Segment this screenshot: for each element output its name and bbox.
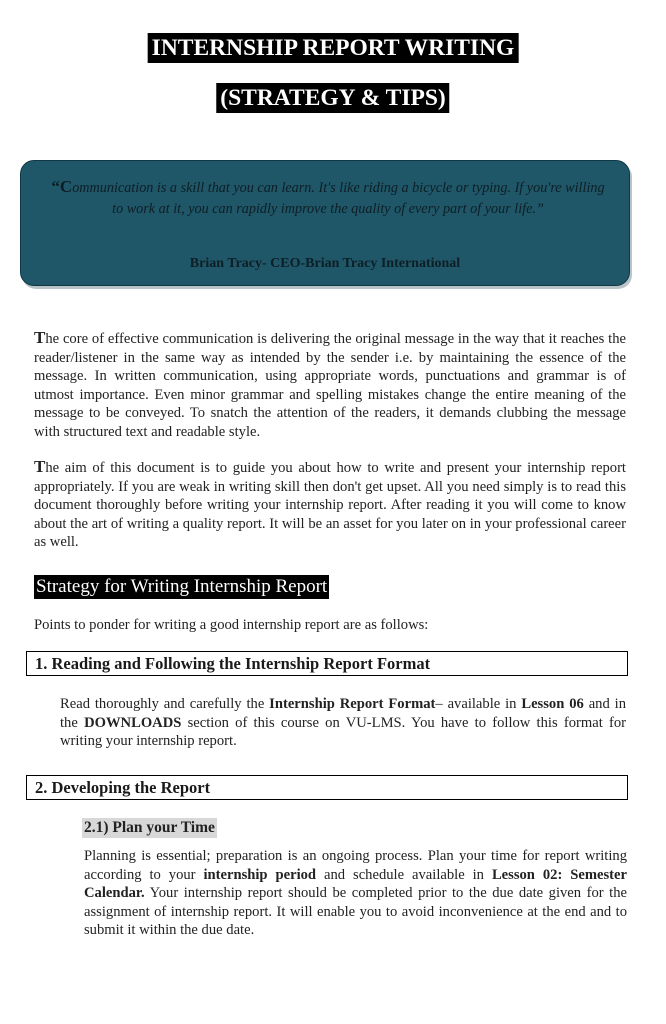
text-run: Planning is essential; preparation is an ongoing process. Plan your time for report writing according to your bbox=[84, 848, 627, 883]
paragraph-text: he aim of this document is to guide you about how to write and present your internship report appropriately. If you are weak in writing skill then don't get upset. All you need simply is to read this document thoroughly before writing your internship report. After reading it you will come to know about the art of writing a quality report. It will be an asset for you later on in your professional career as well. bbox=[34, 460, 626, 551]
quote-box bbox=[20, 160, 630, 286]
bold-run: Lesson 06 bbox=[521, 696, 584, 712]
text-run: Your internship report should be completed prior to the due date given for the assignment of internship report. It will enable you to avoid inconvenience at the end and to submit it within the due date. bbox=[84, 885, 627, 939]
item-2-heading: 2. Developing the Report bbox=[26, 775, 628, 800]
drop-letter: T bbox=[34, 457, 46, 476]
bold-run: Lesson 02: Semester Calendar. bbox=[84, 866, 627, 902]
bold-run: DOWNLOADS bbox=[84, 714, 182, 731]
quote-text bbox=[45, 176, 611, 220]
section-intro: Points to ponder for writing a good internship report are as follows: bbox=[34, 617, 429, 633]
intro-paragraph-2 bbox=[34, 458, 626, 552]
text-run: and in the bbox=[60, 696, 626, 731]
drop-letter: T bbox=[34, 328, 46, 347]
quote-body: ommunication is a skill that you can learn. It's like riding a bicycle or typing. If you're willing to work at it, you can rapidly improve the quality of every part of your life.” bbox=[72, 180, 605, 217]
intro-paragraph-1 bbox=[34, 329, 626, 442]
document-title: INTERNSHIP REPORT WRITING bbox=[148, 33, 519, 63]
text-run: Read thoroughly and carefully the bbox=[60, 696, 270, 712]
document-subtitle: (STRATEGY & TIPS) bbox=[216, 83, 449, 113]
quote-first-letter: “C bbox=[51, 177, 73, 196]
bold-run: internship period bbox=[203, 866, 317, 883]
sub-heading: 2.1) Plan your Time bbox=[84, 819, 215, 836]
text-run: and schedule available in bbox=[316, 866, 492, 883]
text-run: section of this course on VU-LMS. You have to follow this format for writing your internship report. bbox=[60, 714, 627, 750]
item-1-paragraph bbox=[60, 695, 626, 751]
text-run: – available in bbox=[435, 696, 522, 712]
item-1-heading: 1. Reading and Following the Internship Report Format bbox=[26, 651, 628, 676]
bold-run: Internship Report Format bbox=[269, 696, 436, 712]
item-2-paragraph bbox=[84, 847, 627, 940]
paragraph-text: he core of effective communication is delivering the original message in the way that it reaches the reader/listener in the same way as intended by the sender i.e. by maintaining the essence of the message. In written communication, using appropriate words, punctuations and grammar is of utmost importance. Even minor grammar and spelling mistakes change the entire meaning of the message to be conveyed. To snatch the attention of the readers, it demands clubbing the message with structured text and readable style. bbox=[34, 331, 626, 440]
quote-author: Brian Tracy- CEO-Brian Tracy International bbox=[189, 256, 461, 271]
section-heading: Strategy for Writing Internship Report bbox=[36, 576, 328, 597]
